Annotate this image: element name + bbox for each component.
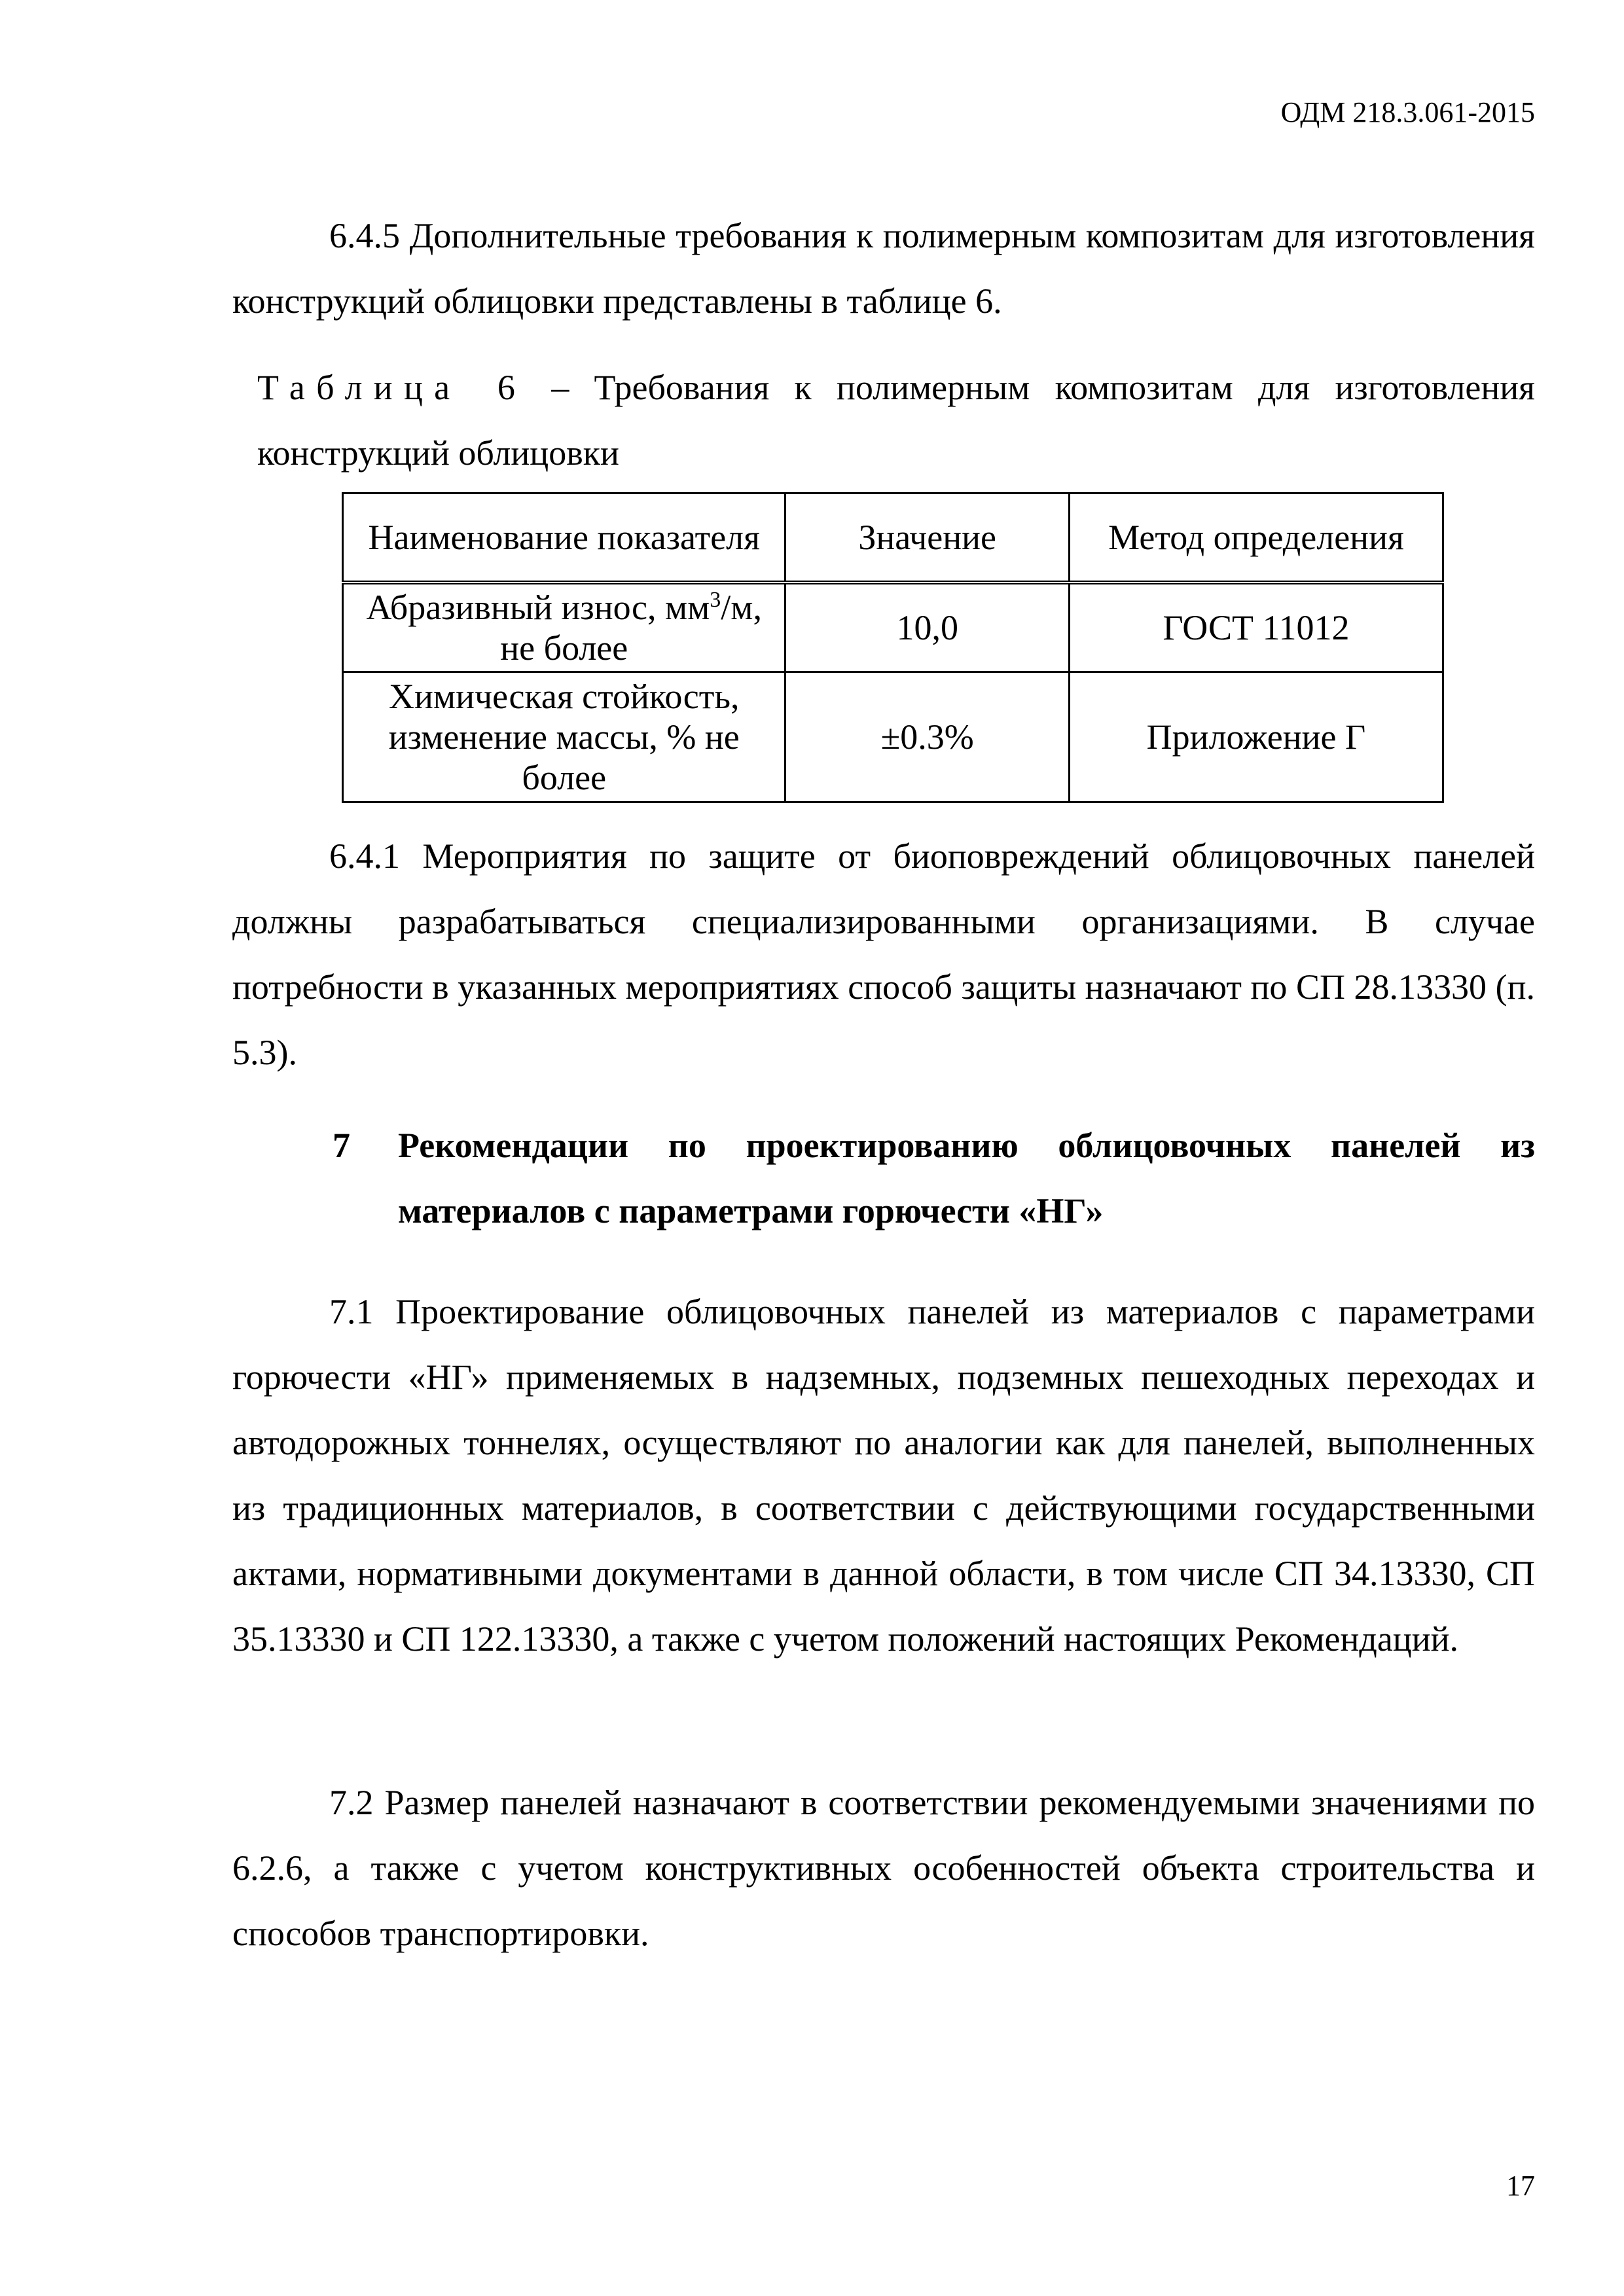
cell-value: 10,0 [785,583,1069,672]
document-code: ОДМ 218.3.061-2015 [1280,96,1535,128]
table-row [343,672,1443,802]
paragraph-6-4-5: 6.4.5 Дополнительные требования к полимерным композитам для изготовления конструкций облицовки представлены в таблице 6. [232,216,1535,321]
section-heading [333,1113,1535,1244]
cell-method: ГОСТ 11012 [1069,583,1443,672]
table-row [343,583,1443,672]
requirements-table [342,492,1444,803]
cell-method: Приложение Г [1069,672,1443,802]
paragraph-6-4-1: 6.4.1 Мероприятия по защите от биоповреждений облицовочных панелей должны разрабатываться специализированными организациями. В случае потребности в указанных мероприятиях способ защиты назначают по СП 28.13330 (п. 5.3). [232,836,1535,1072]
page-number: 17 [1506,2170,1535,2202]
section-title: Рекомендации по проектированию облицовочных панелей из материалов с параметрами горючести «НГ» [398,1126,1535,1230]
superscript: 3 [710,587,721,612]
cell-value: ±0.3% [785,672,1069,802]
table-caption-label: Таблица 6 [257,368,527,407]
table-caption-text: – Требования к полимерным композитам для изготовления конструкций облицовки [257,368,1535,473]
cell-name: Химическая стойкость, изменение массы, % не более [343,672,785,802]
header-value: Значение [785,493,1069,583]
paragraph-7-1: 7.1 Проектирование облицовочных панелей из материалов с параметрами горючести «НГ» применяемых в надземных, подземных пешеходных переходах и автодорожных тоннелях, осуществляют по аналогии как для панелей, выполненных из традиционных материалов, в соответствии с действующими государственными актами, нормативными документами в данной области, в том числе СП 34.13330, СП 35.13330 и СП 122.13330, а также с учетом положений настоящих Рекомендаций. [232,1292,1535,1659]
table-caption [257,355,1535,486]
section-number: 7 [333,1126,350,1165]
paragraph-7-2: 7.2 Размер панелей назначают в соответствии рекомендуемыми значениями по 6.2.6, а также с учетом конструктивных особенностей объекта строительства и способов транспортировки. [232,1783,1535,1953]
header-method: Метод определения [1069,493,1443,583]
header-name: Наименование показателя [343,493,785,583]
table-header-row [343,493,1443,583]
cell-name: Абразивный износ, $мм^3/м$, не более [343,583,785,672]
